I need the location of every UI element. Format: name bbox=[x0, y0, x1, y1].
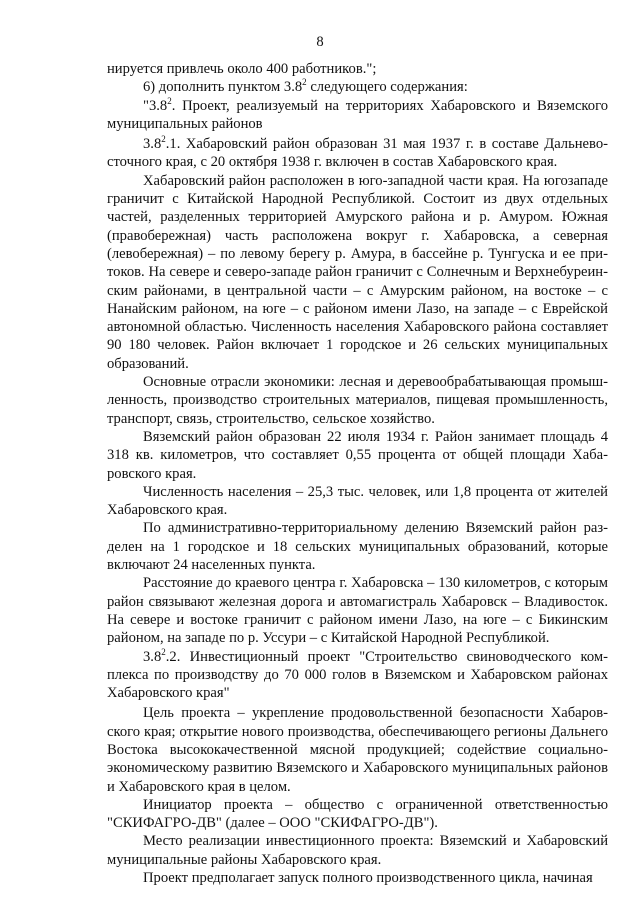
paragraph-text: Цель проекта – укрепление продовольственной безопасности Хабаровского края; открытие нового производства, обеспечивающего регионы Дальнего Востока высококачественной мясной продукцией; содействие социально-экономическому развитию Вяземского и Хабаровского муниципальных районов и Хабаровского края в целом. bbox=[107, 705, 608, 795]
paragraph-text: 6) дополнить пунктом 3.8 bbox=[143, 79, 303, 96]
section-heading-3-8-2 bbox=[107, 97, 608, 134]
paragraph-vyazemsky-district bbox=[107, 428, 608, 483]
paragraph-project-goal bbox=[107, 704, 608, 795]
paragraph-text: .2. Инвестиционный проект "Строительство свиноводческого комплекса по производству до 70 000 голов в Вяземском и Хабаровском районах Хабаровского края" bbox=[107, 648, 608, 702]
paragraph-text: нируется привлечь около 400 работников."; bbox=[107, 61, 377, 77]
paragraph-text: . Проект, реализуемый на территориях Хабаровского и Вяземского муниципальных районов bbox=[107, 97, 608, 132]
superscript: 2 bbox=[167, 95, 172, 106]
page-number: 8 bbox=[316, 34, 324, 50]
paragraph-text: По административно-территориальному делению Вяземский район разделен на 1 городское и 18 сельских муниципальных образований, которые включают 24 населенных пункта. bbox=[107, 520, 608, 574]
paragraph-economy bbox=[107, 373, 608, 428]
paragraph-khabarovsk-district bbox=[107, 172, 608, 373]
paragraph-3-8-2-2 bbox=[107, 648, 608, 703]
paragraph-production-cycle bbox=[107, 869, 608, 887]
paragraph-text: Основные отрасли экономики: лесная и деревообрабатывающая промышленность, производство строительных материалов, пищевая промышленность, транспорт, связь, строительство, сельское хозяйство. bbox=[107, 374, 608, 427]
document-body bbox=[107, 60, 608, 887]
paragraph-text: Расстояние до краевого центра г. Хабаровска – 130 километров, с которым район связывают железная дорога и автомагистраль Хабаровск – Владивосток. На севере и востоке граничит с районом имени Лазо, на юге – с Бикинским районом, на западе по р. Уссури – с Китайской Народной Республикой. bbox=[107, 575, 608, 647]
paragraph-text: Проект предполагает запуск полного производственного цикла, начиная bbox=[143, 870, 593, 887]
superscript: 2 bbox=[161, 646, 166, 657]
paragraph-text: следующего содержания: bbox=[306, 79, 468, 96]
paragraph-continuation bbox=[107, 60, 608, 78]
paragraph-population bbox=[107, 483, 608, 520]
superscript: 2 bbox=[302, 77, 307, 88]
paragraph-text: "3.8 bbox=[143, 97, 168, 114]
paragraph-text: Место реализации инвестиционного проекта: Вяземский и Хабаровский муниципальные районы Хабаровского края. bbox=[107, 833, 608, 868]
paragraph-location bbox=[107, 832, 608, 869]
paragraph-text: Численность населения – 25,3 тыс. человек, или 1,8 процента от жителей Хабаровского края. bbox=[107, 483, 608, 519]
paragraph-amendment-6 bbox=[107, 78, 608, 96]
paragraph-text: Хабаровский район расположен в юго-западной части края. На югозападе граничит с Китайской Народной Республикой. Состоит из двух отдельных частей, разделенных территорией Амурского района и р. Амуром. Южная (правобережная) часть расположена вокруг г. Хабаровска, а северная (левобережная) – по левому берегу р. Амура, в бассейне р. Тунгуска и ее притоков. На севере и северо-западе район граничит с Солнечным и Верхнебуреинским районами, в центральной части – с Амурским районом, на востоке – с Нанайским районом, на юге – с районом имени Лазо, на западе – с Еврейской автономной областью. Численность населения Хабаровского района составляет 90 180 человек. Район включает 1 городское и 26 сельских муниципальных образований. bbox=[107, 172, 608, 372]
paragraph-initiator bbox=[107, 796, 608, 833]
paragraph-text: Вяземский район образован 22 июля 1934 г. Район занимает площадь 4 318 кв. километров, что составляет 0,55 процента от общей площади Хабаровского края. bbox=[107, 428, 608, 482]
paragraph-3-8-2-1 bbox=[107, 135, 608, 172]
paragraph-distance bbox=[107, 574, 608, 647]
paragraph-text: 3.8 bbox=[143, 136, 162, 153]
paragraph-text: .1. Хабаровский район образован 31 мая 1937 г. в составе Дальневосточного края, с 20 октября 1938 г. включен в состав Хабаровского края. bbox=[107, 136, 608, 171]
paragraph-text: Инициатор проекта – общество с ограниченной ответственностью "СКИФАГРО-ДВ" (далее – ООО "СКИФАГРО-ДВ"). bbox=[107, 796, 608, 832]
paragraph-text: 3.8 bbox=[143, 648, 162, 665]
superscript: 2 bbox=[161, 134, 166, 145]
paragraph-administrative-division bbox=[107, 519, 608, 574]
